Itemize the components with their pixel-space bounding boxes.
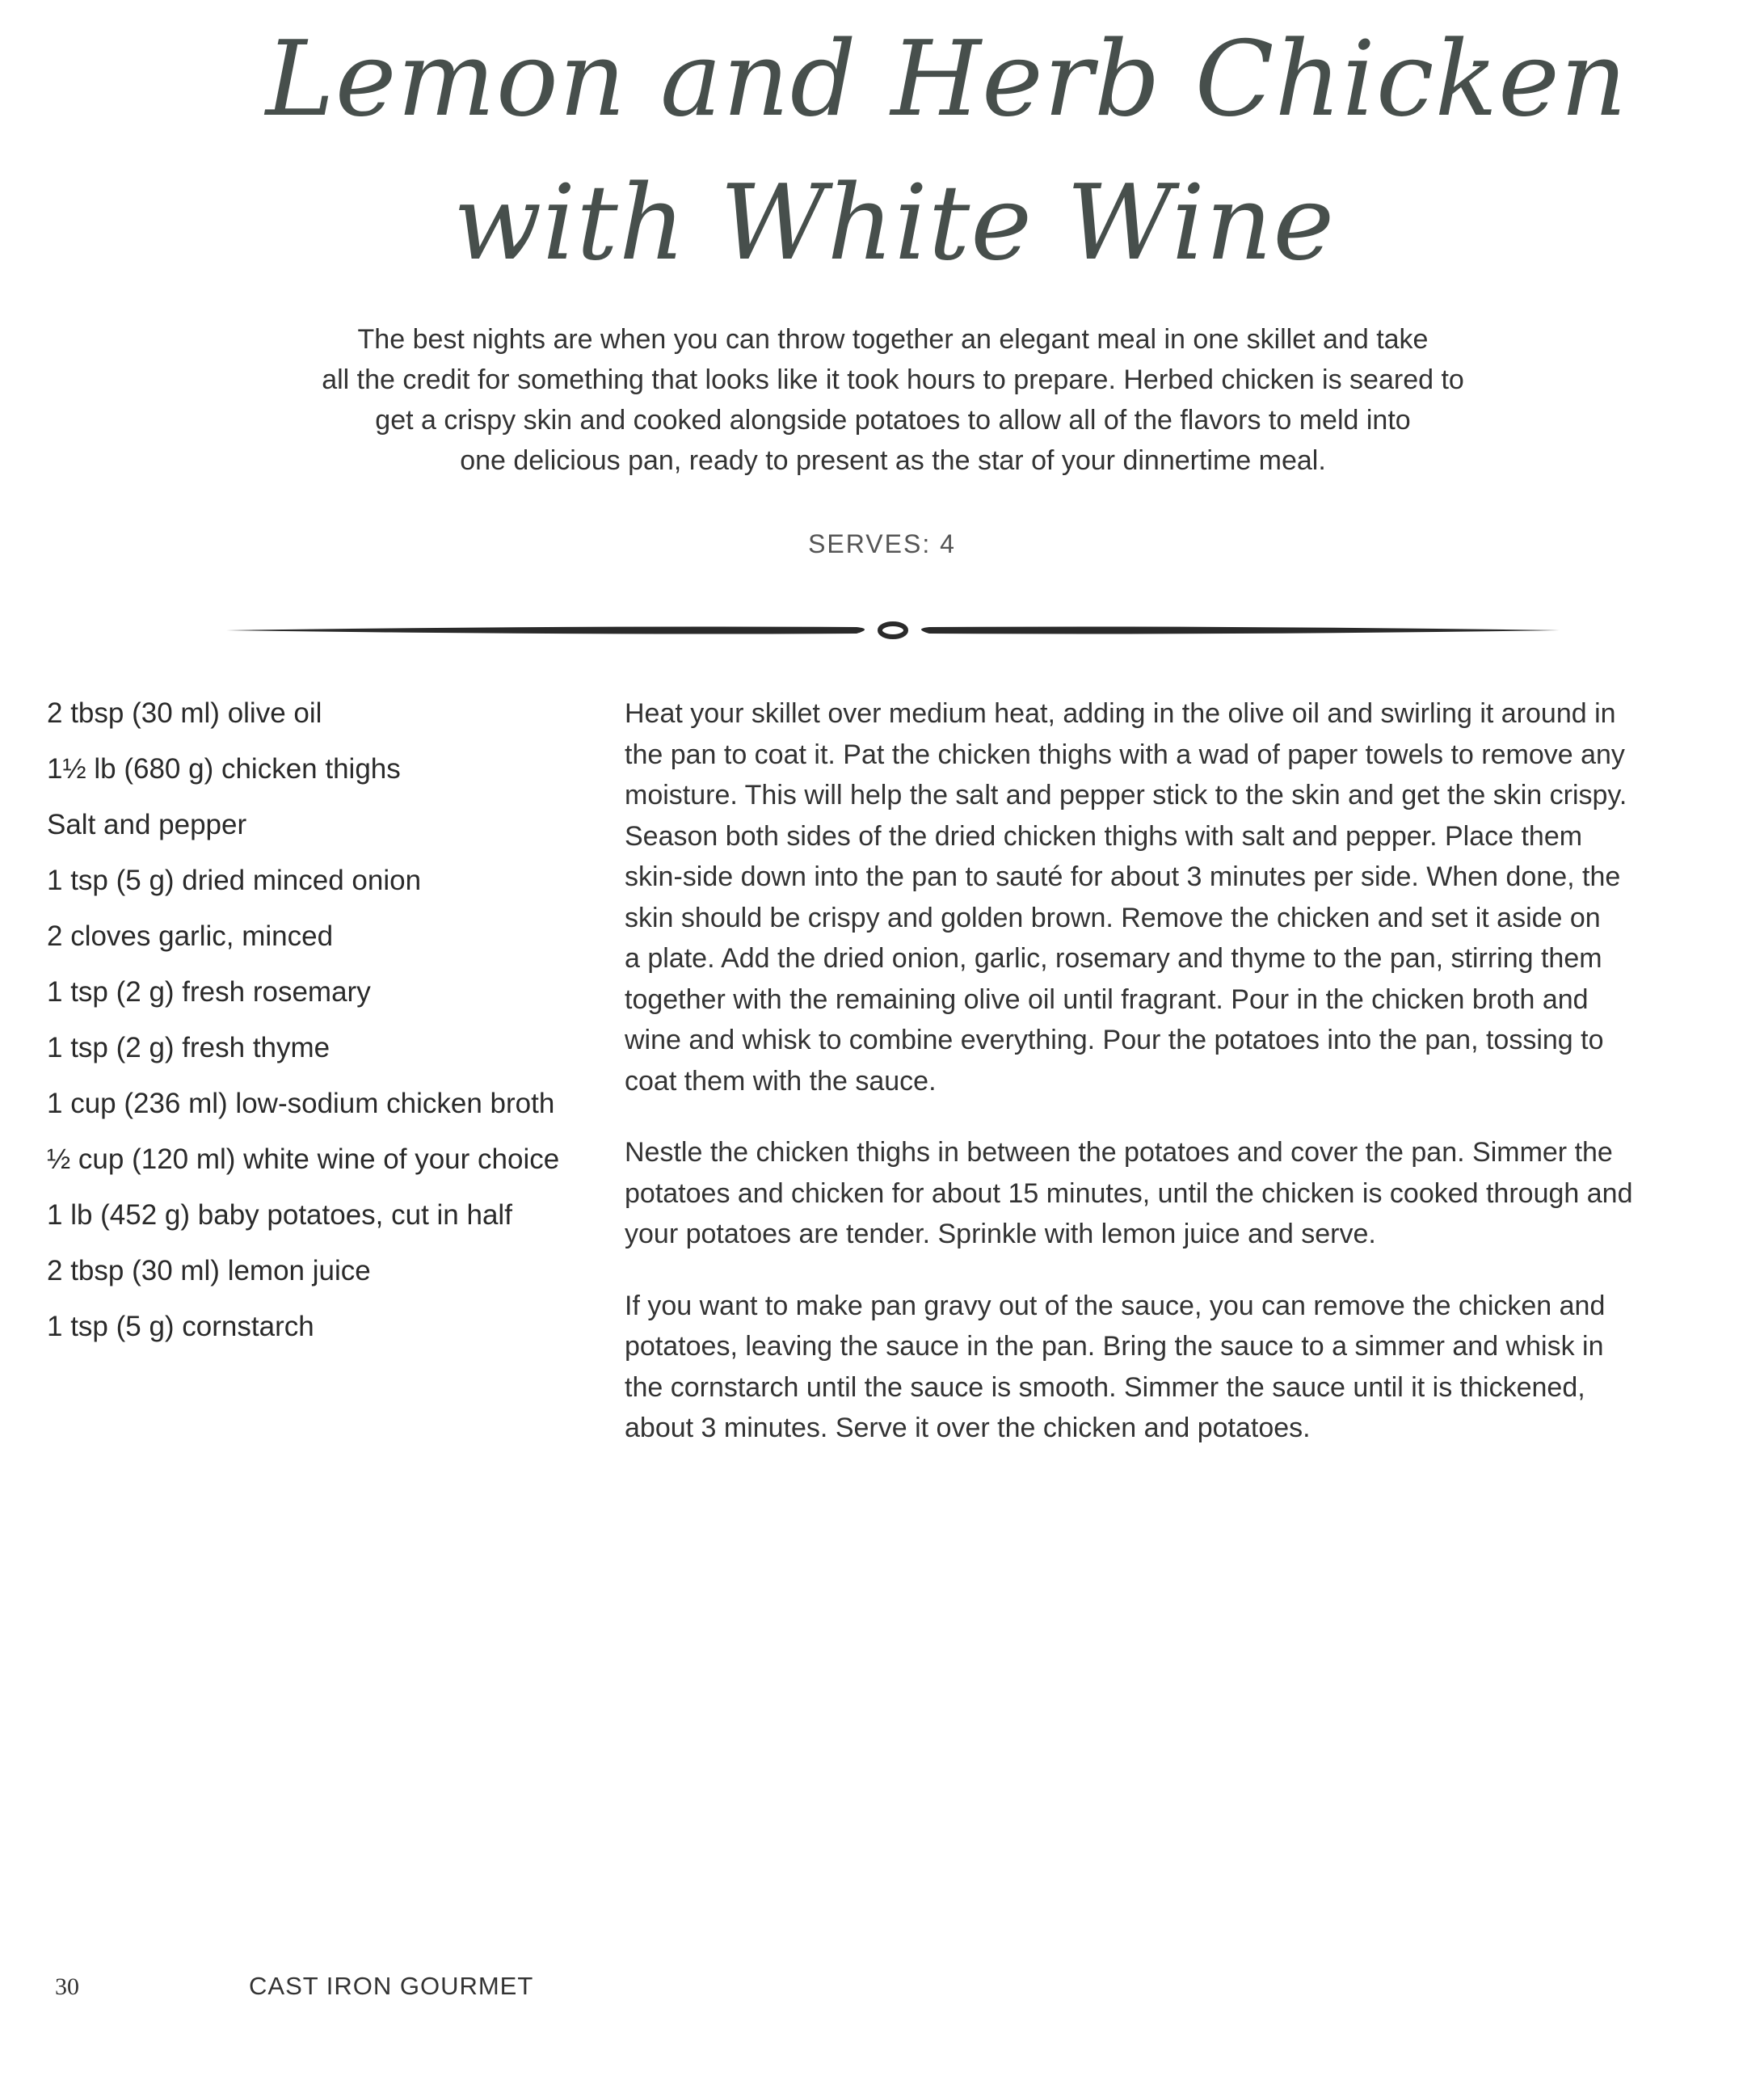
direction-line: about 3 minutes. Serve it over the chicken and potatoes. [625,1413,1311,1443]
ingredient-item: 1 tsp (2 g) fresh thyme [47,1032,330,1063]
directions [625,693,1756,1480]
direction-line: the pan to coat it. Pat the chicken thighs with a wad of paper towels to remove any [625,739,1625,770]
direction-line: potatoes and chicken for about 15 minutes, until the chicken is cooked through and [625,1177,1633,1209]
divider-left-swash [226,627,865,634]
recipe-title-line-1: Lemon and Herb Chicken [265,19,1628,140]
ingredient-item: 1 tsp (5 g) dried minced onion [47,865,422,896]
direction-line: Season both sides of the dried chicken thighs with salt and pepper. Place them [625,820,1583,852]
recipe-intro [242,319,1543,481]
ingredient-item: 2 tbsp (30 ml) lemon juice [47,1255,371,1286]
direction-line: potatoes, leaving the sauce in the pan. Bring the sauce to a simmer and whisk in [625,1331,1604,1362]
ingredient-item: 1 cup (236 ml) low-sodium chicken broth [47,1088,555,1119]
ingredient-item: 1 tsp (2 g) fresh rosemary [47,976,371,1008]
page-number: 30 [55,1973,79,2000]
direction-line: your potatoes are tender. Sprinkle with lemon juice and serve. [625,1219,1376,1249]
recipe-title [0,8,1764,296]
direction-paragraph-3 [625,1286,1756,1449]
direction-line: If you want to make pan gravy out of the sauce, you can remove the chicken and [625,1290,1606,1321]
ornamental-divider [226,614,1560,646]
intro-line: all the credit for something that looks like it took hours to prepare. Herbed chicken is seared to [322,364,1464,395]
intro-line: one delicious pan, ready to present as the star of your dinnertime meal. [460,445,1326,476]
divider-right-swash [921,627,1560,634]
ingredient-item: ½ cup (120 ml) white wine of your choice [47,1143,560,1175]
direction-line: coat them with the sauce. [625,1065,937,1097]
direction-line: a plate. Add the dried onion, garlic, rosemary and thyme to the pan, stirring them [625,943,1602,974]
direction-paragraph-1 [625,693,1756,1101]
direction-line: Heat your skillet over medium heat, adding in the olive oil and swirling it around in [625,698,1616,729]
running-footer-book-title: CAST IRON GOURMET [249,1972,534,2000]
direction-line: together with the remaining olive oil until fragrant. Pour in the chicken broth and [625,983,1589,1015]
direction-line: skin should be crispy and golden brown. Remove the chicken and set it aside on [625,902,1601,933]
ingredient-item: 1 lb (452 g) baby potatoes, cut in half [47,1199,512,1231]
direction-line: wine and whisk to combine everything. Pour the potatoes into the pan, tossing to [625,1025,1604,1055]
serves-label: SERVES: 4 [808,529,956,558]
intro-line: The best nights are when you can throw together an elegant meal in one skillet and take [357,324,1429,355]
direction-line: Nestle the chicken thighs in between the potatoes and cover the pan. Simmer the [625,1137,1613,1168]
ingredient-item: 2 tbsp (30 ml) olive oil [47,697,322,729]
ingredient-item: 2 cloves garlic, minced [47,920,334,952]
direction-line: moisture. This will help the salt and pepper stick to the skin and get the skin crispy. [625,780,1627,811]
recipe-title-line-2: with White Wine [453,163,1336,284]
ingredient-item: Salt and pepper [47,809,247,840]
ingredients-list [47,693,572,1362]
ingredient-item: 1½ lb (680 g) chicken thighs [47,753,401,785]
ingredient-item: 1 tsp (5 g) cornstarch [47,1311,314,1342]
direction-line: skin-side down into the pan to sauté for about 3 minutes per side. When done, the [625,861,1621,892]
intro-line: get a crispy skin and cooked alongside potatoes to allow all of the flavors to meld into [375,405,1411,436]
direction-line: the cornstarch until the sauce is smooth. Simmer the sauce until it is thickened, [625,1371,1585,1403]
direction-paragraph-2 [625,1132,1756,1255]
divider-center-ornament [880,624,906,637]
